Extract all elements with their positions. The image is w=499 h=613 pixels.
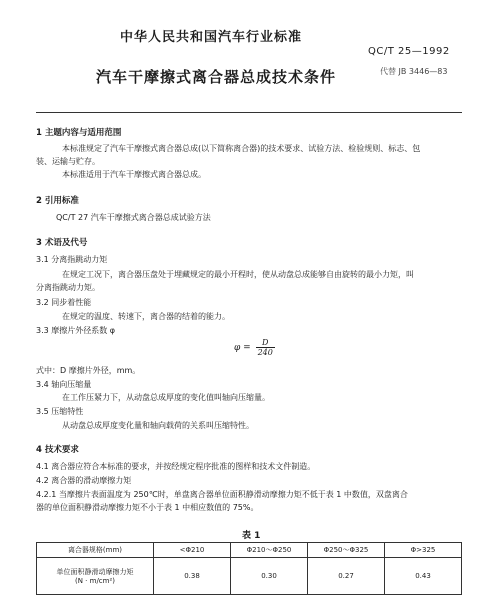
header-rule — [36, 112, 462, 113]
table-row — [37, 543, 462, 558]
issuing-org: 中华人民共和国汽车行业标准 — [120, 30, 303, 45]
term-3-3: 3.3 摩擦片外径系数 φ — [36, 326, 116, 335]
requirement-4-2-1-cont: 器的单位面积静滑动摩擦力矩不小于表 1 中相应数值的 75%。 — [36, 503, 259, 512]
referenced-standard: QC/T 27 汽车干摩擦式离合器总成试验方法 — [56, 213, 211, 222]
term-3-4: 3.4 轴向压缩量 — [36, 380, 92, 389]
term-3-1: 3.1 分离指跳动力矩 — [36, 255, 108, 264]
term-3-4-desc: 在工作压紧力下，从动盘总成厚度的变化值叫轴向压缩量。 — [62, 393, 270, 402]
table-cell: 0.38 — [154, 558, 231, 595]
section-2-heading: 2 引用标准 — [36, 196, 79, 206]
requirement-4-1: 4.1 离合器应符合本标准的要求，并按经规定程序批准的图样和技术文件制造。 — [36, 462, 316, 471]
requirement-4-2: 4.2 离合器的滑动摩擦力矩 — [36, 476, 132, 485]
table-cell: Φ210～Φ250 — [231, 543, 308, 558]
table-row — [37, 558, 462, 595]
table-cell: Φ250～Φ325 — [308, 543, 385, 558]
table-cell: <Φ210 — [154, 543, 231, 558]
term-3-5-desc: 从动盘总成厚度变化量和轴向载荷的关系叫压缩特性。 — [62, 421, 254, 430]
term-3-2: 3.2 同步着性能 — [36, 298, 92, 307]
formula-denominator: 240 — [257, 348, 273, 357]
table-row-label: 离合器规格(mm) — [37, 543, 154, 558]
section-1-para-1: 本标准规定了汽车干摩擦式离合器总成(以下简称离合器)的技术要求、试验方法、检验规则、标志、包 — [62, 144, 421, 153]
table-row-label-line-1: 单位面积静滑动摩擦力矩 — [56, 568, 134, 576]
table-cell: 0.30 — [231, 558, 308, 595]
section-4-heading: 4 技术要求 — [36, 445, 79, 455]
section-1-para-1-cont: 装、运输与贮存。 — [36, 157, 100, 166]
table-row-label-line-2: (N · m/cm²) — [74, 577, 116, 585]
document-title: 汽车干摩擦式离合器总成技术条件 — [96, 68, 337, 86]
table-1-caption: 表 1 — [242, 531, 261, 541]
standard-number: QC/T 25—1992 — [368, 46, 450, 57]
replaces-standard: 代替 JB 3446—83 — [380, 67, 448, 76]
term-3-5: 3.5 压缩特性 — [36, 407, 84, 416]
table-cell: Φ>325 — [385, 543, 462, 558]
formula-numerator: D — [256, 338, 275, 348]
formula-where: 式中：D 摩擦片外径，mm。 — [36, 366, 141, 375]
requirement-4-2-1: 4.2.1 当摩擦片表面温度为 250℃时，单盘离合器单位面积静滑动摩擦力矩不低于表 1 中数值，双盘离合 — [36, 490, 408, 499]
table-1 — [36, 542, 462, 595]
diameter-coefficient-formula — [234, 338, 275, 357]
term-3-1-desc-cont: 分离指跳动力矩。 — [36, 283, 100, 292]
section-1-para-2: 本标准适用于汽车干摩擦式离合器总成。 — [62, 170, 206, 179]
table-cell: 0.43 — [385, 558, 462, 595]
section-1-heading: 1 主题内容与适用范围 — [36, 128, 122, 138]
formula-lhs: φ = — [234, 343, 251, 353]
table-cell: 0.27 — [308, 558, 385, 595]
table-row-label — [37, 558, 154, 595]
formula-fraction — [256, 338, 275, 357]
section-3-heading: 3 术语及代号 — [36, 238, 88, 248]
term-3-1-desc: 在规定工况下，离合器压盘处于埋藏规定的最小开程时，使从动盘总成能够自由旋转的最小力矩，叫 — [62, 270, 414, 279]
term-3-2-desc: 在规定的温度、转速下，离合器的结着的能力。 — [62, 312, 230, 321]
